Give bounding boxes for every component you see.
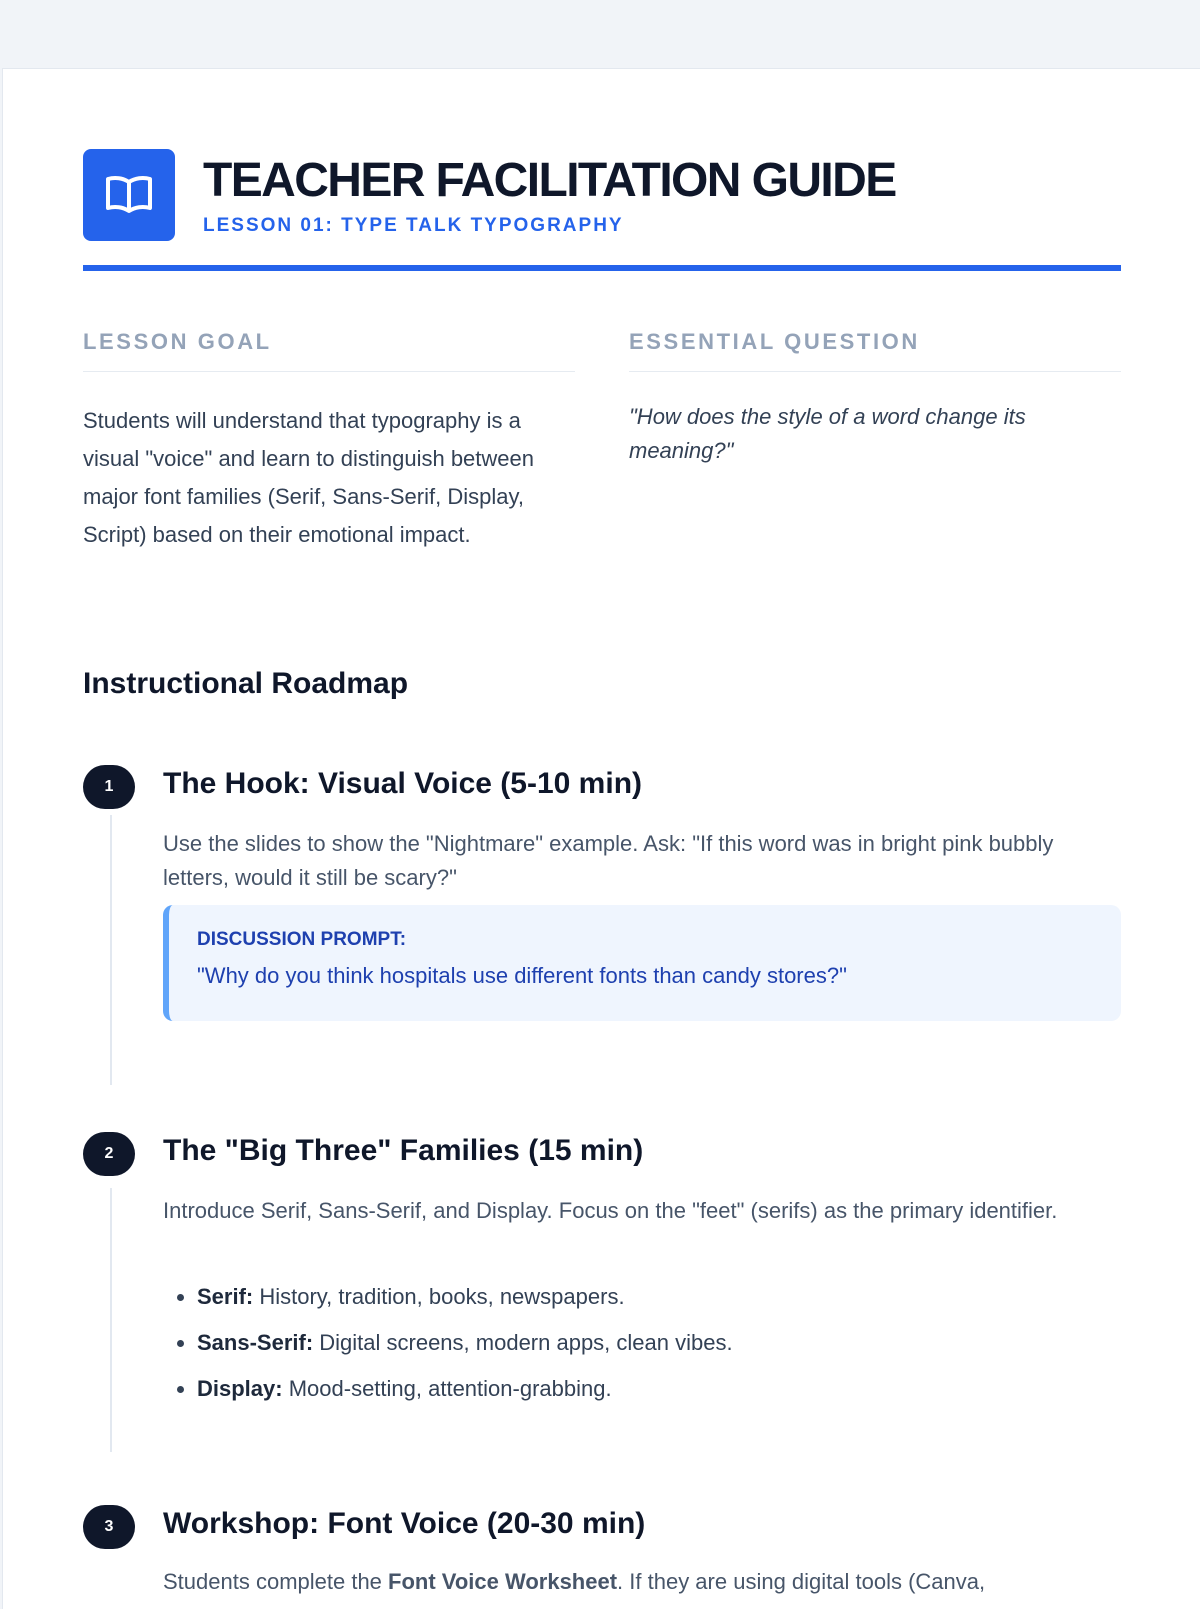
open-book-icon <box>83 149 175 241</box>
list-item-text: Digital screens, modern apps, clean vibes. <box>313 1330 733 1355</box>
page-title: TEACHER FACILITATION GUIDE <box>203 154 896 207</box>
step-number-badge: 2 <box>83 1132 135 1176</box>
step-title: The "Big Three" Families (15 min) <box>163 1134 644 1167</box>
list-item-text: History, tradition, books, newspapers. <box>253 1284 625 1309</box>
list-item-term: Sans-Serif: <box>197 1330 314 1355</box>
document-content <box>83 149 1121 1594</box>
list-item <box>197 1372 733 1418</box>
step-number-badge: 3 <box>83 1505 135 1549</box>
callout-label: DISCUSSION PROMPT: <box>197 929 407 950</box>
callout-text: "Why do you think hospitals use different fonts than candy stores?" <box>197 963 847 988</box>
list-item-term: Serif: <box>197 1284 254 1309</box>
header-divider <box>83 265 1121 271</box>
step-description-prefix: Students complete the <box>163 1569 389 1594</box>
lesson-goal-section <box>83 329 575 554</box>
font-family-list <box>163 1280 733 1418</box>
essential-question-section <box>629 329 1121 468</box>
step-description <box>163 1565 1113 1599</box>
step-title: Workshop: Font Voice (20-30 min) <box>163 1507 646 1540</box>
list-item <box>197 1280 733 1326</box>
essential-question-heading: ESSENTIAL QUESTION <box>629 329 1121 372</box>
roadmap-title: Instructional Roadmap <box>83 667 409 700</box>
lesson-goal-heading: LESSON GOAL <box>83 329 575 372</box>
list-item-text: Mood-setting, attention-grabbing. <box>282 1376 612 1401</box>
lesson-goal-text: Students will understand that typography is a visual "voice" and learn to distinguish between major font families (Serif, Sans-Serif, Display, Script) based on their emotional impact. <box>83 408 534 547</box>
page-header <box>83 149 1121 245</box>
list-item <box>197 1326 733 1372</box>
step-connector-line <box>110 1188 112 1452</box>
worksheet-name: Font Voice Worksheet <box>388 1569 618 1594</box>
step-description: Use the slides to show the "Nightmare" example. Ask: "If this word was in bright pink bubbly letters, would it still be scary?" <box>163 831 1054 890</box>
list-item-term: Display: <box>197 1376 283 1401</box>
step-description: Introduce Serif, Sans-Serif, and Display. Focus on the "feet" (serifs) as the primary identifier. <box>163 1198 1058 1223</box>
document-page <box>2 68 1200 1609</box>
step-number-badge: 1 <box>83 765 135 809</box>
essential-question-text: "How does the style of a word change its meaning?" <box>629 404 1026 463</box>
step-description-suffix: . If they are using digital tools (Canva, <box>617 1569 986 1594</box>
discussion-prompt-callout <box>163 905 1121 1021</box>
step-connector-line <box>110 815 112 1085</box>
step-title: The Hook: Visual Voice (5-10 min) <box>163 767 643 800</box>
lesson-subtitle: LESSON 01: TYPE TALK TYPOGRAPHY <box>203 215 624 236</box>
